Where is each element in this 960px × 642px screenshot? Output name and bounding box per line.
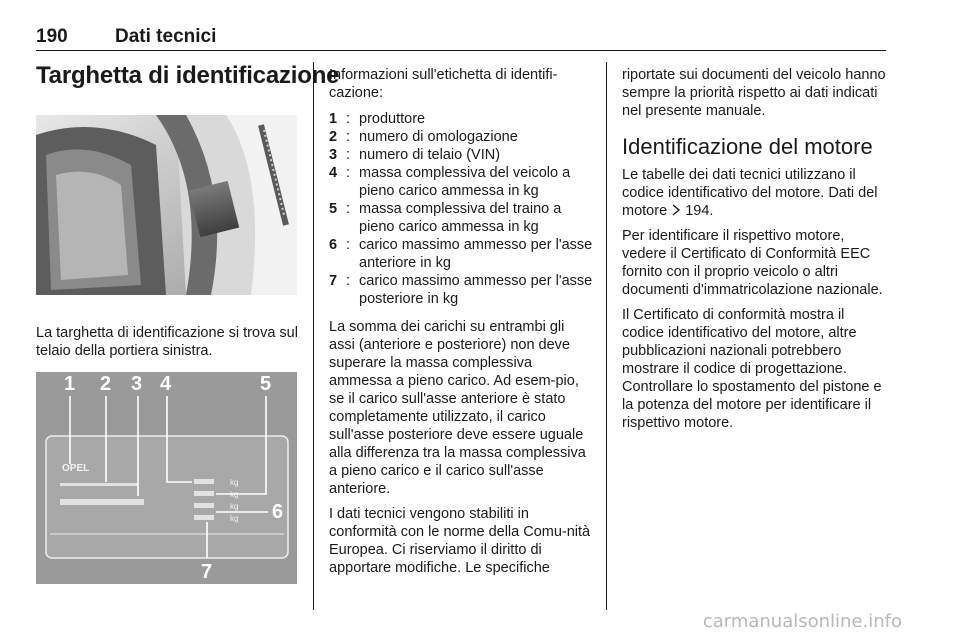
- section-title: Targhetta di identificazione: [36, 62, 340, 89]
- list-item: 1 : produttore: [329, 111, 426, 127]
- watermark: carmanualsonline.info: [702, 611, 902, 632]
- door-frame-illustration: [36, 115, 297, 295]
- page-number: 190: [36, 26, 68, 47]
- list-item: 2 : numero di omologazione: [329, 129, 518, 145]
- cross-reference-icon: [671, 204, 681, 216]
- callout-4: 4: [160, 373, 172, 395]
- engine-id-paragraph-2: Per identificare il rispettivo motore, vedere il Certificato di Conformità EEC fornito con il proprio veicolo o altri documenti d'immatricolazione nazionale.: [622, 228, 883, 298]
- list-item: 7 : carico massimo ammesso per l'asse posteriore in kg: [329, 273, 593, 307]
- page-header: [36, 26, 886, 52]
- column-divider-2: [606, 62, 607, 610]
- plate-diagram: [36, 372, 297, 584]
- list-intro: Informazioni sull'etichetta di identifi-cazione:: [329, 67, 558, 101]
- continued-paragraph: riportate sui documenti del veicolo hanno sempre la priorità rispetto ai dati indicati nel presente manuale.: [622, 67, 886, 119]
- photo-caption: La targhetta di identificazione si trova sul telaio della portiera sinistra.: [36, 325, 298, 359]
- callout-1: 1: [64, 373, 76, 395]
- callout-7: 7: [201, 561, 213, 583]
- page-reference[interactable]: 194.: [685, 203, 714, 219]
- load-paragraph: La somma dei carichi su entrambi gli assi (anteriore e posteriore) non deve superare la massa complessiva ammessa a pieno carico. Ad esem-pio, se il carico sull'asse anteriore è stato completamente utilizzato, il carico sull'asse posteriore deve essere uguale alla differenza tra la massa complessiva a pieno carico e il carico sull'asse anteriore.: [329, 319, 586, 497]
- specs-paragraph: I dati tecnici vengono stabiliti in conformità con le norme della Comu-nità Europea. Ci riserviamo il diritto di apportare modifiche. Le specifiche: [329, 506, 591, 576]
- plate-unit: kg: [230, 490, 239, 499]
- engine-id-paragraph-3: Il Certificato di conformità mostra il codice identificativo del motore, altre pubblicazioni nazionali potrebbero mostrare il codice di progettazione. Controllare lo spostamento del pistone e la potenza del motore per identificare il rispettivo motore.: [622, 307, 882, 431]
- list-item: 4 : massa complessiva del veicolo a pieno carico ammessa in kg: [329, 165, 571, 199]
- list-item: 6 : carico massimo ammesso per l'asse anteriore in kg: [329, 237, 593, 271]
- column-3: [622, 66, 888, 432]
- label-info-list: [329, 110, 593, 308]
- list-item: 5 : massa complessiva del traino a pieno carico ammessa in kg: [329, 201, 562, 235]
- callout-2: 2: [100, 373, 112, 395]
- list-item: 3 : numero di telaio (VIN): [329, 147, 501, 163]
- callout-5: 5: [260, 373, 272, 395]
- header-rule: [36, 50, 886, 51]
- callout-6: 6: [272, 501, 284, 523]
- column-2: [329, 66, 593, 577]
- door-frame-photo: [36, 115, 297, 295]
- engine-id-heading: Identificazione del motore: [622, 134, 873, 159]
- engine-id-paragraph-1: Le tabelle dei dati tecnici utilizzano il codice identificativo del motore. Dati del motore 194.: [622, 167, 878, 219]
- plate-unit: kg: [230, 478, 239, 487]
- callout-3: 3: [131, 373, 143, 395]
- column-divider-1: [313, 62, 314, 610]
- running-title: Dati tecnici: [115, 26, 217, 47]
- plate-diagram-svg: [36, 372, 297, 584]
- plate-unit: kg: [230, 502, 239, 511]
- plate-brand: OPEL: [62, 463, 90, 474]
- plate-unit: kg: [230, 514, 239, 523]
